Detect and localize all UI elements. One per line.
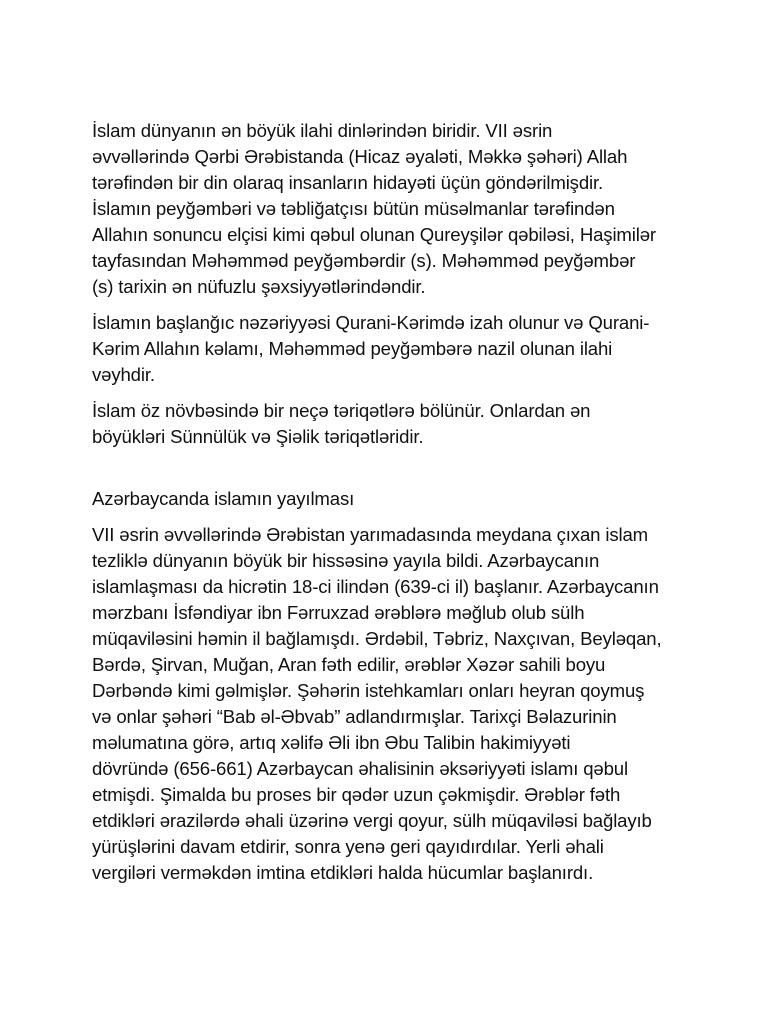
text-line: Allahın sonuncu elçisi kimi qəbul olunan Qureyşilər qəbiləsi, Haşimilər <box>92 224 656 245</box>
text-line: İslamın peyğəmbəri və təbliğatçısı bütün müsəlmanlar tərəfindən <box>92 198 615 219</box>
text-line: Kərim Allahın kəlamı, Məhəmməd peyğəmbərə nazil olunan ilahi <box>92 338 613 359</box>
text-line: dövründə (656-661) Azərbaycan əhalisinin əksəriyyəti islamı qəbul <box>92 758 628 779</box>
section-heading-text: Azərbaycanda islamın yayılması <box>92 488 355 509</box>
text-line: etmişdi. Şimalda bu proses bir qədər uzun çəkmişdir. Ərəblər fəth <box>92 784 621 805</box>
text-line: tezliklə dünyanın böyük bir hissəsinə yayıla bildi. Azərbaycanın <box>92 550 600 571</box>
text-line: vergiləri verməkdən imtina etdikləri halda hücumlar başlanırdı. <box>92 862 594 883</box>
text-line: etdikləri ərazilərdə əhali üzərinə vergi qoyur, sülh müqaviləsi bağlayıb <box>92 810 652 831</box>
text-line: məlumatına görə, artıq xəlifə Əli ibn Əbu Talibin hakimiyyəti <box>92 732 571 753</box>
text-line: İslam öz növbəsində bir neçə təriqətlərə bölünür. Onlardan ən <box>92 400 591 421</box>
text-line: İslam dünyanın ən böyük ilahi dinlərindən biridir. VII əsrin <box>92 120 553 141</box>
text-line: tayfasından Məhəmməd peyğəmbərdir (s). Məhəmməd peyğəmbər <box>92 250 636 271</box>
text-line: İslamın başlanğıc nəzəriyyəsi Qurani-Kərimdə izah olunur və Qurani- <box>92 312 650 333</box>
text-line: tərəfindən bir din olaraq insanların hidayəti üçün göndərilmişdir. <box>92 172 604 193</box>
text-line: əvvəllərində Qərbi Ərəbistanda (Hicaz əyaləti, Məkkə şəhəri) Allah <box>92 146 628 167</box>
intro-paragraph-3 <box>92 398 682 450</box>
section-paragraph <box>92 522 682 886</box>
text-line: (s) tarixin ən nüfuzlu şəxsiyyətlərindəndir. <box>92 276 426 297</box>
text-line: Bərdə, Şirvan, Muğan, Aran fəth edilir, ərəblər Xəzər sahili boyu <box>92 654 606 675</box>
text-line: VII əsrin əvvəllərində Ərəbistan yarımadasında meydana çıxan islam <box>92 524 648 545</box>
text-line: və onlar şəhəri “Bab əl-Əbvab” adlandırmışlar. Tarixçi Bəlazurinin <box>92 706 617 727</box>
blank-line <box>92 460 682 486</box>
text-line: böyükləri Sünnülük və Şiəlik təriqətləridir. <box>92 426 424 447</box>
intro-paragraph-2 <box>92 310 682 388</box>
text-line: Dərbəndə kimi gəlmişlər. Şəhərin istehkamları onları heyran qoymuş <box>92 680 645 701</box>
intro-paragraph-1 <box>92 118 682 300</box>
text-line: yürüşlərini davam etdirir, sonra yenə geri qayıdırdılar. Yerli əhali <box>92 836 604 857</box>
text-line: mərzbanı İsfəndiyar ibn Fərruxzad ərəblərə məğlub olub sülh <box>92 602 585 623</box>
section-heading <box>92 486 682 512</box>
document-body <box>92 118 682 896</box>
text-line: vəyhdir. <box>92 364 155 385</box>
text-line: müqaviləsini həmin il bağlamışdı. Ərdəbil, Təbriz, Naxçıvan, Beyləqan, <box>92 628 662 649</box>
text-line: islamlaşması da hicrətin 18-ci ilindən (639-ci il) başlanır. Azərbaycanın <box>92 576 659 597</box>
